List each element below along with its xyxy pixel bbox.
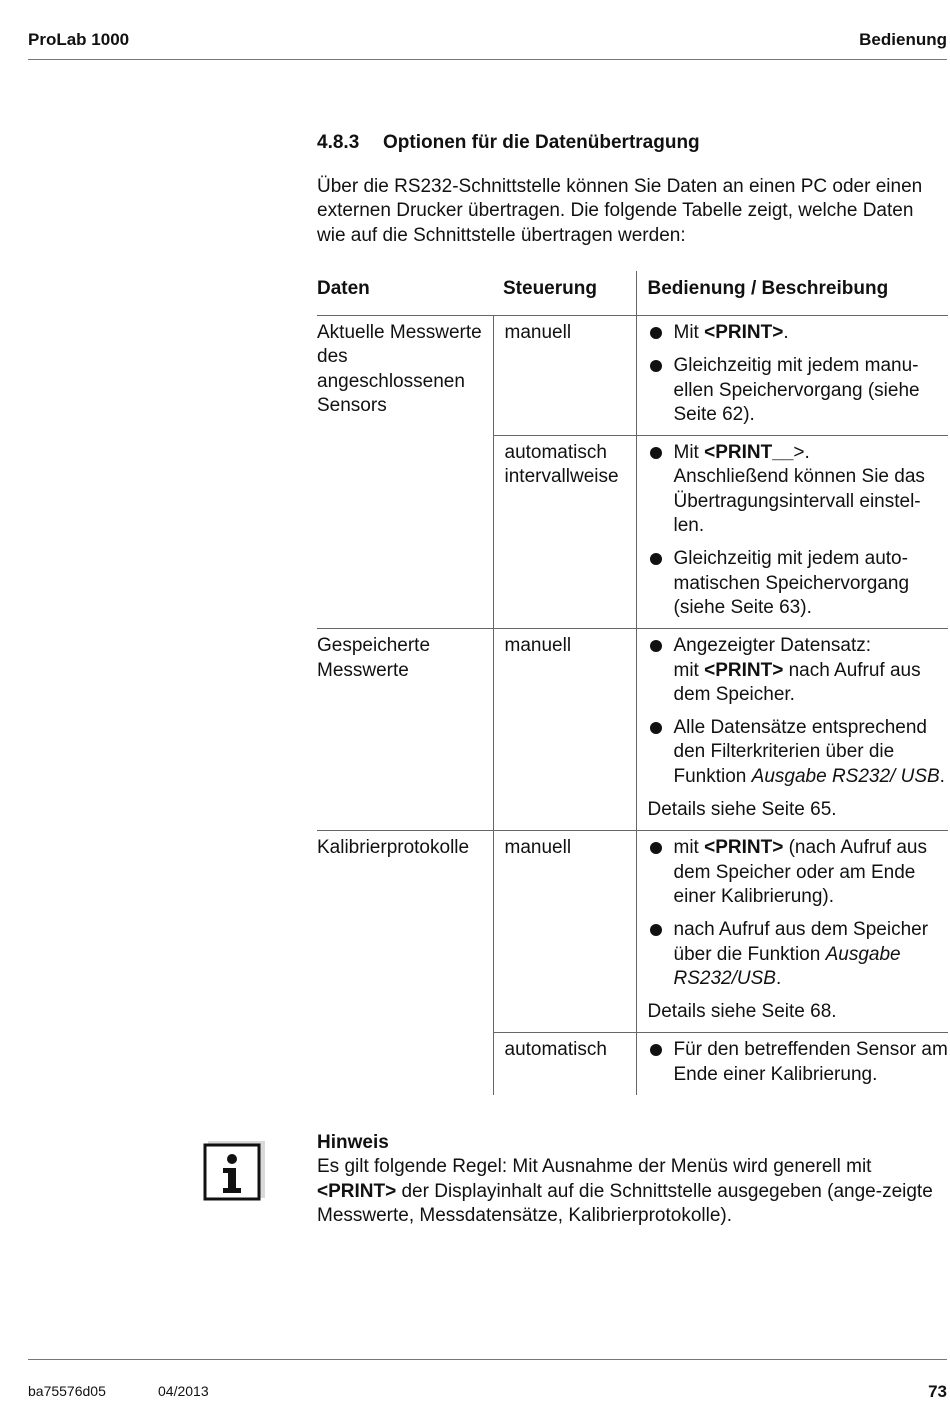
print-key: <PRINT> bbox=[704, 837, 784, 859]
print-key: <PRINT> bbox=[704, 322, 784, 343]
bullet-icon bbox=[650, 924, 662, 936]
page-footer bbox=[28, 1383, 947, 1399]
document-date: 04/2013 bbox=[158, 1383, 209, 1399]
header-rule bbox=[28, 59, 947, 60]
page-header bbox=[28, 30, 947, 50]
note-title: Hinweis bbox=[317, 1132, 389, 1153]
info-icon bbox=[203, 1139, 265, 1201]
header-product: ProLab 1000 bbox=[28, 30, 130, 49]
intro-paragraph: Über die RS232-Schnittstelle können Sie Daten an einen PC oder einen externen Drucker übertragen. Die folgende Tabelle zeigt, welche Daten wie auf die Schnittstelle übertragen werden: bbox=[317, 176, 923, 246]
page-number: 73 bbox=[928, 1382, 947, 1401]
data-cell: Aktuelle Messwerte des angeschlossenen Sensors bbox=[317, 322, 482, 416]
bullet-icon bbox=[650, 640, 662, 652]
section-number: 4.8.3 bbox=[317, 132, 360, 153]
list-item: mit <PRINT> (nach Aufruf aus dem Speicher oder am Ende einer Kalibrierung). bbox=[648, 836, 949, 909]
details-reference: Details siehe Seite 68. bbox=[647, 1001, 837, 1023]
footer-rule bbox=[28, 1359, 947, 1360]
column-header: Steuerung bbox=[493, 271, 636, 316]
note-text: Es gilt folgende Regel: Mit Ausnahme der Menüs wird generell mit <PRINT> der Displayinhalt auf die Schnittstelle ausgegeben (ange-zeigte Messwerte, Messdatensätze, Kalibrierprotokolle). bbox=[317, 1156, 933, 1226]
bullet-icon bbox=[650, 327, 662, 339]
bullet-icon bbox=[650, 722, 662, 734]
section-heading bbox=[317, 132, 700, 154]
header-chapter: Bedienung bbox=[859, 30, 947, 49]
description-cell bbox=[636, 1033, 948, 1095]
control-cell: automatisch bbox=[493, 1033, 636, 1095]
control-cell: manuell bbox=[493, 629, 636, 831]
bullet-icon bbox=[650, 1044, 662, 1056]
list-item: nach Aufruf aus dem Speicher über die Funktion Ausgabe RS232/USB. bbox=[648, 918, 949, 991]
function-name: Ausgabe RS232/USB bbox=[673, 943, 901, 989]
table-row bbox=[317, 316, 948, 436]
list-item: Gleichzeitig mit jedem auto-matischen Speichervorgang (siehe Seite 63). bbox=[648, 547, 949, 620]
table-row bbox=[317, 831, 948, 1033]
control-cell: manuell bbox=[493, 831, 636, 1033]
section-title: Optionen für die Datenübertragung bbox=[383, 132, 700, 153]
list-item: Mit <PRINT__>. Anschließend können Sie das Übertragungsintervall einstel-len. bbox=[648, 441, 949, 538]
data-cell: Gespeicherte Messwerte bbox=[317, 629, 493, 831]
column-header: Daten bbox=[317, 271, 493, 316]
list-item: Alle Datensätze entsprechend den Filterkriterien über die Funktion Ausgabe RS232/ USB. bbox=[648, 716, 949, 789]
note-box bbox=[317, 1131, 947, 1228]
description-cell bbox=[636, 831, 948, 1033]
description-cell bbox=[636, 629, 948, 831]
control-cell: manuell bbox=[493, 316, 636, 436]
table-row bbox=[317, 629, 948, 831]
bullet-icon bbox=[650, 842, 662, 854]
print-key: <PRINT> bbox=[704, 659, 784, 681]
column-header: Bedienung / Beschreibung bbox=[636, 271, 948, 316]
table-header-row bbox=[317, 271, 948, 316]
description-cell bbox=[636, 316, 948, 436]
bullet-icon bbox=[650, 447, 662, 459]
print-key: <PRINT__ bbox=[704, 442, 794, 464]
list-item: Angezeigter Datensatz: mit <PRINT> nach Aufruf aus dem Speicher. bbox=[648, 634, 949, 707]
print-key: <PRINT> bbox=[317, 1180, 397, 1202]
document-number: ba75576d05 bbox=[28, 1383, 106, 1399]
list-item: Für den betreffenden Sensor am Ende einer Kalibrierung. bbox=[648, 1038, 949, 1087]
data-transfer-table bbox=[317, 271, 948, 1095]
list-item: Mit <PRINT>. bbox=[648, 321, 949, 345]
description-cell bbox=[636, 436, 948, 629]
control-cell: automatisch intervallweise bbox=[493, 436, 636, 629]
data-cell: Kalibrierprotokolle bbox=[317, 831, 493, 1095]
list-item: Gleichzeitig mit jedem manu-ellen Speichervorgang (siehe Seite 62). bbox=[648, 354, 949, 427]
bullet-icon bbox=[650, 553, 662, 565]
function-name: Ausgabe RS232/ USB bbox=[751, 765, 940, 787]
bullet-icon bbox=[650, 360, 662, 372]
details-reference: Details siehe Seite 65. bbox=[647, 799, 837, 821]
